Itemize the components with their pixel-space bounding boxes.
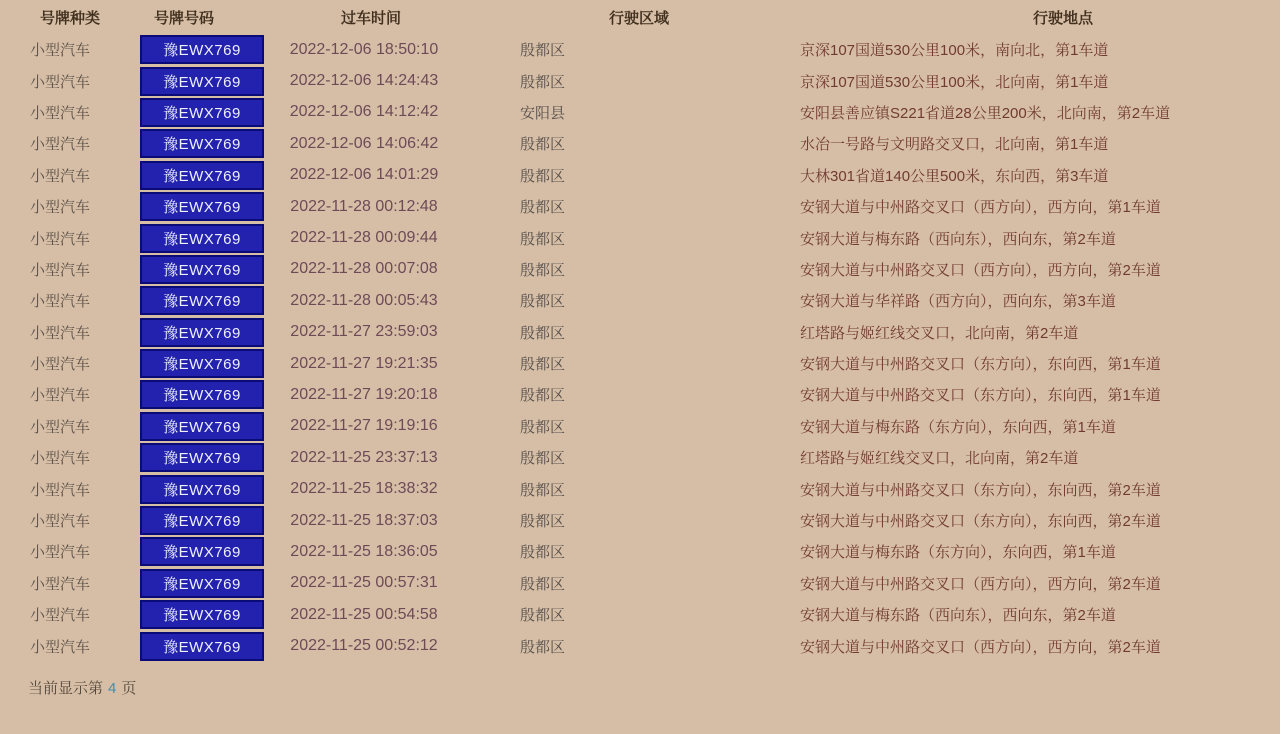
- pass-time-cell: 2022-12-06 14:06:42: [289, 134, 439, 152]
- vehicle-type-cell: 小型汽车: [30, 450, 91, 468]
- pass-time-cell: 2022-11-25 18:38:32: [290, 480, 438, 498]
- pagination-status: [28, 677, 136, 698]
- location-cell: 安钢大道与中州路交叉口（东方向），东向西，第1车道: [800, 356, 1161, 374]
- plate-cell: [140, 506, 264, 535]
- vehicle-type-cell: 小型汽车: [30, 104, 91, 122]
- region-cell: 殷都区: [520, 73, 566, 91]
- table-body: [0, 34, 1280, 662]
- license-plate-badge[interactable]: 豫EWX769: [140, 255, 264, 284]
- region-cell: 殷都区: [520, 418, 566, 436]
- location-cell: 安钢大道与中州路交叉口（东方向），东向西，第2车道: [800, 513, 1161, 531]
- pass-time-cell: 2022-12-06 14:01:29: [289, 166, 439, 184]
- pass-time-cell: 2022-12-06 14:12:42: [289, 103, 439, 121]
- region-cell: 殷都区: [520, 607, 566, 625]
- plate-cell: [140, 286, 264, 315]
- column-header-plate-number: 号牌号码: [153, 9, 214, 27]
- vehicle-type-cell: 小型汽车: [30, 575, 91, 593]
- vehicle-type-cell: 小型汽车: [30, 356, 91, 374]
- license-plate-badge[interactable]: 豫EWX769: [140, 600, 264, 629]
- region-cell: 殷都区: [520, 230, 566, 248]
- region-cell: 殷都区: [520, 356, 566, 374]
- plate-cell: [140, 443, 264, 472]
- table-row: [0, 285, 1280, 316]
- license-plate-badge[interactable]: 豫EWX769: [140, 380, 264, 409]
- license-plate-badge[interactable]: 豫EWX769: [140, 161, 264, 190]
- license-plate-badge[interactable]: 豫EWX769: [140, 412, 264, 441]
- plate-cell: [140, 318, 264, 347]
- table-row: [0, 411, 1280, 442]
- pass-time-cell: 2022-11-28 00:07:08: [290, 260, 438, 278]
- plate-cell: [140, 161, 264, 190]
- table-row: [0, 630, 1280, 661]
- license-plate-badge[interactable]: 豫EWX769: [140, 443, 264, 472]
- region-cell: 殷都区: [520, 42, 566, 60]
- table-row: [0, 599, 1280, 630]
- region-cell: 殷都区: [520, 513, 566, 531]
- region-cell: 殷都区: [520, 387, 566, 405]
- location-cell: 安钢大道与梅东路（西向东），西向东，第2车道: [800, 230, 1116, 248]
- region-cell: 殷都区: [520, 638, 566, 656]
- license-plate-badge[interactable]: 豫EWX769: [140, 129, 264, 158]
- plate-cell: [140, 129, 264, 158]
- region-cell: 殷都区: [520, 324, 566, 342]
- table-row: [0, 97, 1280, 128]
- region-cell: 殷都区: [520, 481, 566, 499]
- vehicle-type-cell: 小型汽车: [30, 638, 91, 656]
- plate-cell: [140, 255, 264, 284]
- region-cell: 安阳县: [520, 104, 566, 122]
- location-cell: 水冶一号路与文明路交叉口，北向南，第1车道: [800, 136, 1109, 154]
- table-row: [0, 536, 1280, 567]
- table-row: [0, 317, 1280, 348]
- region-cell: 殷都区: [520, 261, 566, 279]
- table-row: [0, 473, 1280, 504]
- pass-time-cell: 2022-11-28 00:12:48: [290, 197, 438, 215]
- license-plate-badge[interactable]: 豫EWX769: [140, 506, 264, 535]
- vehicle-type-cell: 小型汽车: [30, 418, 91, 436]
- location-cell: 红塔路与姬红线交叉口，北向南，第2车道: [800, 450, 1079, 468]
- table-row: [0, 442, 1280, 473]
- table-row: [0, 160, 1280, 191]
- vehicle-type-cell: 小型汽车: [30, 607, 91, 625]
- pass-time-cell: 2022-11-27 19:21:35: [290, 354, 438, 372]
- license-plate-badge[interactable]: 豫EWX769: [140, 98, 264, 127]
- pass-time-cell: 2022-11-27 19:19:16: [290, 417, 438, 435]
- pass-time-cell: 2022-11-28 00:05:43: [290, 291, 438, 309]
- vehicle-type-cell: 小型汽车: [30, 261, 91, 279]
- plate-cell: [140, 98, 264, 127]
- table-row: [0, 505, 1280, 536]
- plate-cell: [140, 349, 264, 378]
- license-plate-badge[interactable]: 豫EWX769: [140, 224, 264, 253]
- table-row: [0, 379, 1280, 410]
- plate-cell: [140, 67, 264, 96]
- region-cell: 殷都区: [520, 450, 566, 468]
- license-plate-badge[interactable]: 豫EWX769: [140, 569, 264, 598]
- table-row: [0, 348, 1280, 379]
- license-plate-badge[interactable]: 豫EWX769: [140, 349, 264, 378]
- table-row: [0, 222, 1280, 253]
- column-header-location: 行驶地点: [1032, 9, 1093, 27]
- pass-time-cell: 2022-11-25 18:37:03: [290, 511, 438, 529]
- vehicle-type-cell: 小型汽车: [30, 293, 91, 311]
- current-page-number: 4: [108, 680, 117, 697]
- location-cell: 安钢大道与中州路交叉口（东方向），东向西，第2车道: [800, 481, 1161, 499]
- license-plate-badge[interactable]: 豫EWX769: [140, 632, 264, 661]
- pass-time-cell: 2022-11-25 00:52:12: [290, 637, 438, 655]
- region-cell: 殷都区: [520, 293, 566, 311]
- table-row: [0, 568, 1280, 599]
- vehicle-type-cell: 小型汽车: [30, 42, 91, 60]
- pass-time-cell: 2022-12-06 18:50:10: [289, 40, 439, 58]
- location-cell: 安钢大道与梅东路（东方向），东向西，第1车道: [800, 544, 1116, 562]
- plate-cell: [140, 412, 264, 441]
- license-plate-badge[interactable]: 豫EWX769: [140, 35, 264, 64]
- table-row: [0, 191, 1280, 222]
- pass-time-cell: 2022-12-06 14:24:43: [289, 72, 439, 90]
- region-cell: 殷都区: [520, 199, 566, 217]
- plate-cell: [140, 600, 264, 629]
- vehicle-type-cell: 小型汽车: [30, 481, 91, 499]
- pass-time-cell: 2022-11-25 00:54:58: [290, 605, 438, 623]
- table-row: [0, 254, 1280, 285]
- location-cell: 安钢大道与中州路交叉口（东方向），东向西，第1车道: [800, 387, 1161, 405]
- column-header-plate-type: 号牌种类: [39, 9, 100, 27]
- plate-cell: [140, 632, 264, 661]
- location-cell: 安钢大道与中州路交叉口（西方向），西方向，第1车道: [800, 199, 1161, 217]
- location-cell: 大林301省道140公里500米，东向西，第3车道: [800, 167, 1109, 185]
- pass-time-cell: 2022-11-25 23:37:13: [290, 448, 438, 466]
- location-cell: 安钢大道与中州路交叉口（西方向），西方向，第2车道: [800, 575, 1161, 593]
- location-cell: 红塔路与姬红线交叉口，北向南，第2车道: [800, 324, 1079, 342]
- location-cell: 安钢大道与华祥路（西方向），西向东，第3车道: [800, 293, 1116, 311]
- plate-cell: [140, 569, 264, 598]
- license-plate-badge[interactable]: 豫EWX769: [140, 67, 264, 96]
- location-cell: 安阳县善应镇S221省道28公里200米，北向南，第2车道: [800, 104, 1171, 122]
- vehicle-type-cell: 小型汽车: [30, 544, 91, 562]
- vehicle-type-cell: 小型汽车: [30, 199, 91, 217]
- plate-cell: [140, 35, 264, 64]
- plate-cell: [140, 224, 264, 253]
- license-plate-badge[interactable]: 豫EWX769: [140, 318, 264, 347]
- vehicle-type-cell: 小型汽车: [30, 230, 91, 248]
- pagination-prefix: 当前显示第: [28, 680, 104, 697]
- region-cell: 殷都区: [520, 544, 566, 562]
- pass-time-cell: 2022-11-27 23:59:03: [290, 323, 438, 341]
- location-cell: 京深107国道530公里100米，北向南，第1车道: [800, 73, 1109, 91]
- location-cell: 京深107国道530公里100米，南向北，第1车道: [800, 42, 1109, 60]
- region-cell: 殷都区: [520, 167, 566, 185]
- table-row: [0, 65, 1280, 96]
- region-cell: 殷都区: [520, 136, 566, 154]
- location-cell: 安钢大道与中州路交叉口（西方向），西方向，第2车道: [800, 261, 1161, 279]
- plate-cell: [140, 475, 264, 504]
- column-header-region: 行驶区域: [608, 9, 669, 27]
- table-row: [0, 128, 1280, 159]
- pass-time-cell: 2022-11-25 18:36:05: [290, 542, 438, 560]
- location-cell: 安钢大道与梅东路（西向东），西向东，第2车道: [800, 607, 1116, 625]
- pagination-suffix: 页: [121, 680, 137, 697]
- vehicle-type-cell: 小型汽车: [30, 73, 91, 91]
- vehicle-type-cell: 小型汽车: [30, 387, 91, 405]
- location-cell: 安钢大道与梅东路（东方向），东向西，第1车道: [800, 418, 1116, 436]
- vehicle-type-cell: 小型汽车: [30, 167, 91, 185]
- column-header-pass-time: 过车时间: [340, 9, 401, 27]
- license-plate-badge[interactable]: 豫EWX769: [140, 475, 264, 504]
- license-plate-badge[interactable]: 豫EWX769: [140, 286, 264, 315]
- table-header-row: [0, 0, 1280, 34]
- location-cell: 安钢大道与中州路交叉口（西方向），西方向，第2车道: [800, 638, 1161, 656]
- license-plate-badge[interactable]: 豫EWX769: [140, 192, 264, 221]
- license-plate-badge[interactable]: 豫EWX769: [140, 537, 264, 566]
- pass-time-cell: 2022-11-27 19:20:18: [290, 385, 438, 403]
- region-cell: 殷都区: [520, 575, 566, 593]
- pass-time-cell: 2022-11-25 00:57:31: [290, 574, 438, 592]
- plate-cell: [140, 192, 264, 221]
- table-row: [0, 34, 1280, 65]
- vehicle-type-cell: 小型汽车: [30, 136, 91, 154]
- vehicle-type-cell: 小型汽车: [30, 324, 91, 342]
- plate-cell: [140, 380, 264, 409]
- plate-cell: [140, 537, 264, 566]
- pass-time-cell: 2022-11-28 00:09:44: [290, 229, 438, 247]
- vehicle-type-cell: 小型汽车: [30, 513, 91, 531]
